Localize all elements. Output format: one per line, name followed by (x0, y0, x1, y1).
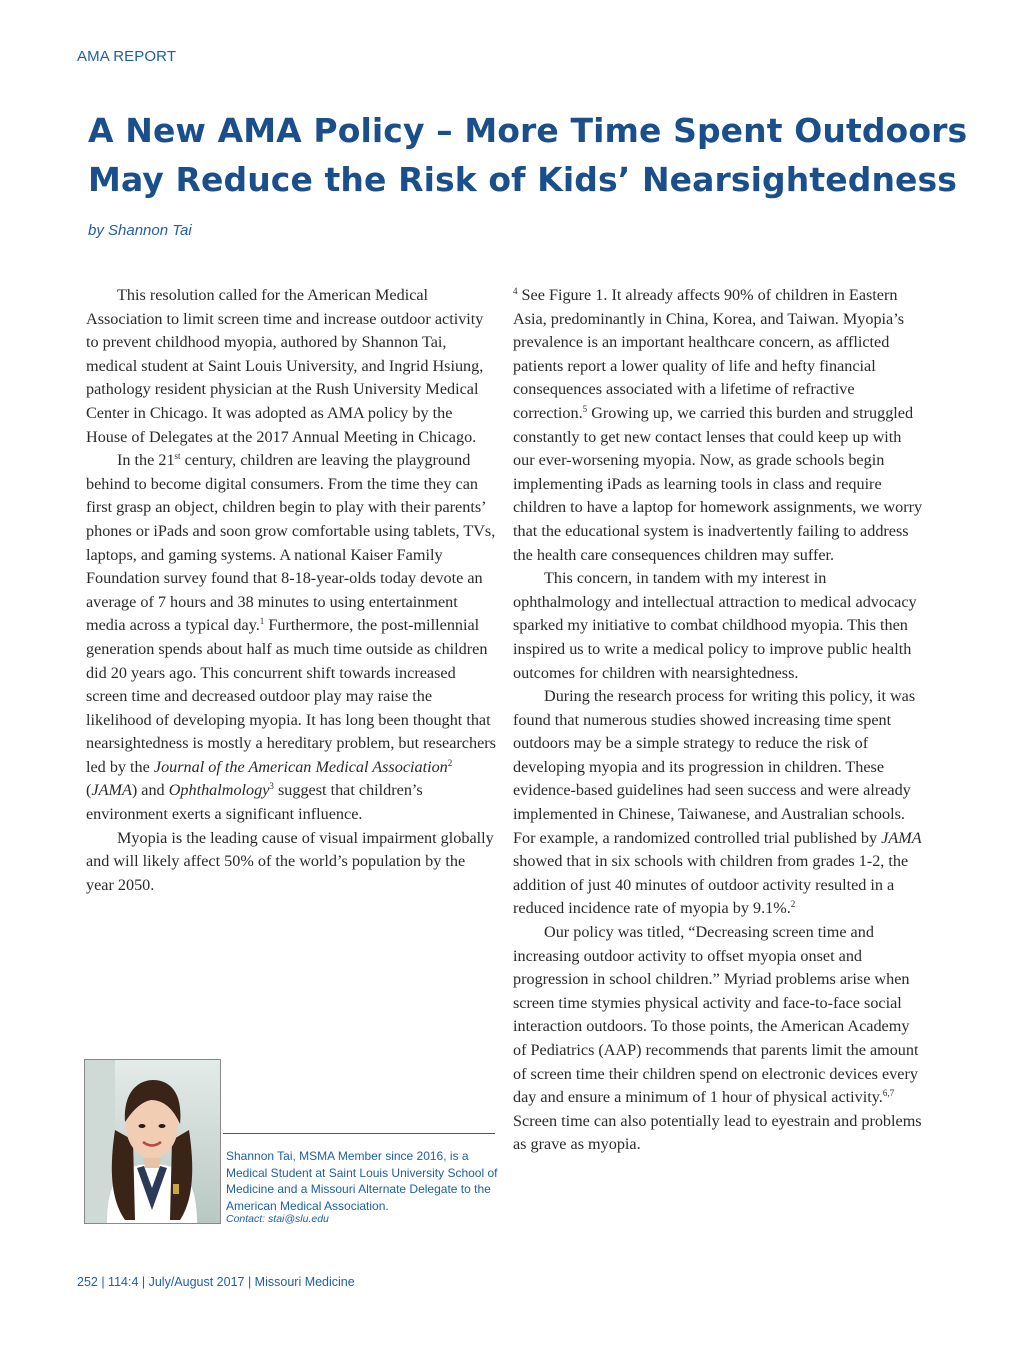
paragraph-4: This concern, in tandem with my interest in ophthalmology and intellectual attraction to medical advocacy sparked my initiative to combat childhood myopia. This then inspired us to write a medical policy to improve public health outcomes for children with nearsightedness. (513, 569, 917, 682)
text-span: Growing up, we carried this burden and struggled constantly to get new contact lenses that could keep up with our ever-worsening myopia. Now, as grade schools begin implementing iPads as learning tools in class and require children to have a laptop for homework assignments, we worry that the educational system is inadvertently failing to address the health care consequences children may suffer. (513, 403, 923, 564)
text-span: Our policy was titled, “Decreasing screen time and increasing outdoor activity to offset myopia onset and progression in school children.” Myriad problems arise when screen time stymies physical activity and face-to-face social interaction outdoors. To those points, the American Academy of Pediatrics (AAP) recommends that parents limit the amount of screen time their children spend on electronic devices every day and ensure a minimum of 1 hour of physical activity. (513, 923, 919, 1107)
author-portrait-illustration (85, 1060, 220, 1223)
journal-name: Journal of the American Medical Association (153, 757, 448, 776)
article-title: A New AMA Policy – More Time Spent Outdoors May Reduce the Risk of Kids’ Nearsightedness (88, 111, 968, 199)
citation-superscript: 6,7 (882, 1088, 895, 1099)
text-span: In the 21 (117, 451, 175, 470)
paragraph-3-continued (513, 284, 923, 567)
body-column-left (86, 284, 496, 897)
citation-superscript: 5 (582, 403, 588, 414)
text-span: Screen time can also potentially lead to eyestrain and problems as grave as myopia. (513, 1111, 922, 1154)
author-contact: Contact: stai@slu.edu (226, 1213, 329, 1225)
text-span: Myopia is the leading cause of visual impairment globally and will likely affect 50% of the world’s population by the year 2050. (86, 828, 494, 894)
text-span: ( (86, 781, 92, 800)
page-footer: 252 | 114:4 | July/August 2017 | Missouri Medicine (77, 1275, 355, 1289)
citation-superscript: 2 (790, 899, 796, 910)
body-column-right (513, 284, 923, 1157)
paragraph-2 (86, 449, 496, 827)
citation-superscript: 4 (513, 286, 518, 296)
author-caption: Shannon Tai, MSMA Member since 2016, is a Medical Student at Saint Louis University School of Medicine and a Missouri Alternate Delegate to the American Medical Association. (226, 1149, 498, 1213)
citation-superscript: 3 (269, 781, 274, 792)
text-span: suggest that children’s environment exerts a significant influence. (86, 781, 423, 824)
text-span: During the research process for writing this policy, it was found that numerous studies showed increasing time spent outdoors may be a simple strategy to reduce the risk of developing myopia and its progression in children. These evidence-based guidelines had seen success and were already implemented in Chinese, Taiwanese, and Australian schools. For example, a randomized controlled trial published by (513, 687, 916, 847)
paragraph-6 (513, 921, 923, 1157)
section-label: AMA REPORT (77, 48, 177, 65)
paragraph-1: This resolution called for the American Medical Association to limit screen time and increase outdoor activity to prevent childhood myopia, authored by Shannon Tai, medical student at Saint Louis University, and Ingrid Hsiung, pathology resident physician at the Rush University Medical Center in Chicago. It was adopted as AMA policy by the House of Delegates at the 2017 Annual Meeting in Chicago. (86, 286, 484, 446)
citation-superscript: 2 (447, 757, 453, 768)
journal-abbrev: JAMA (881, 828, 922, 847)
text-span: ) and (131, 781, 169, 800)
text-span: showed that in six schools with children from grades 1-2, the addition of just 40 minutes of outdoor activity resulted in a reduced incidence rate of myopia by 9.1%. (513, 852, 909, 918)
caption-divider (223, 1133, 495, 1134)
text-span: century, children are leaving the playground behind to become digital consumers. From the time they can first grasp an object, children begin to play with their parents’ phones or iPads and soon grow comfortable using tablets, TVs, laptops, and gaming systems. A national Kaiser Family Foundation survey found that 8-18-year-olds today devote an average of 7 hours and 38 minutes to using entertainment media across a typical day. (86, 451, 496, 635)
paragraph-5 (513, 685, 923, 921)
journal-abbrev: JAMA (91, 781, 132, 800)
paragraph-3-start (86, 827, 496, 898)
journal-name: Ophthalmology (168, 781, 270, 800)
text-span: See Figure 1. It already affects 90% of children in Eastern Asia, predominantly in China, Korea, and Taiwan. Myopia’s prevalence is an important healthcare concern, as afflicted patients report a lower quality of life and hefty financial consequences associated with a lifetime of refractive correction. (513, 286, 905, 422)
superscript: st (174, 451, 181, 462)
citation-superscript: 1 (259, 616, 265, 627)
author-photo (84, 1059, 221, 1224)
text-span: Furthermore, the post-millennial generation spends about half as much time outside as children did 20 years ago. This concurrent shift towards increased screen time and decreased outdoor play may raise the likelihood of developing myopia. It has long been thought that nearsightedness is mostly a hereditary problem, but researchers led by the (86, 616, 496, 776)
byline: by Shannon Tai (88, 222, 192, 239)
